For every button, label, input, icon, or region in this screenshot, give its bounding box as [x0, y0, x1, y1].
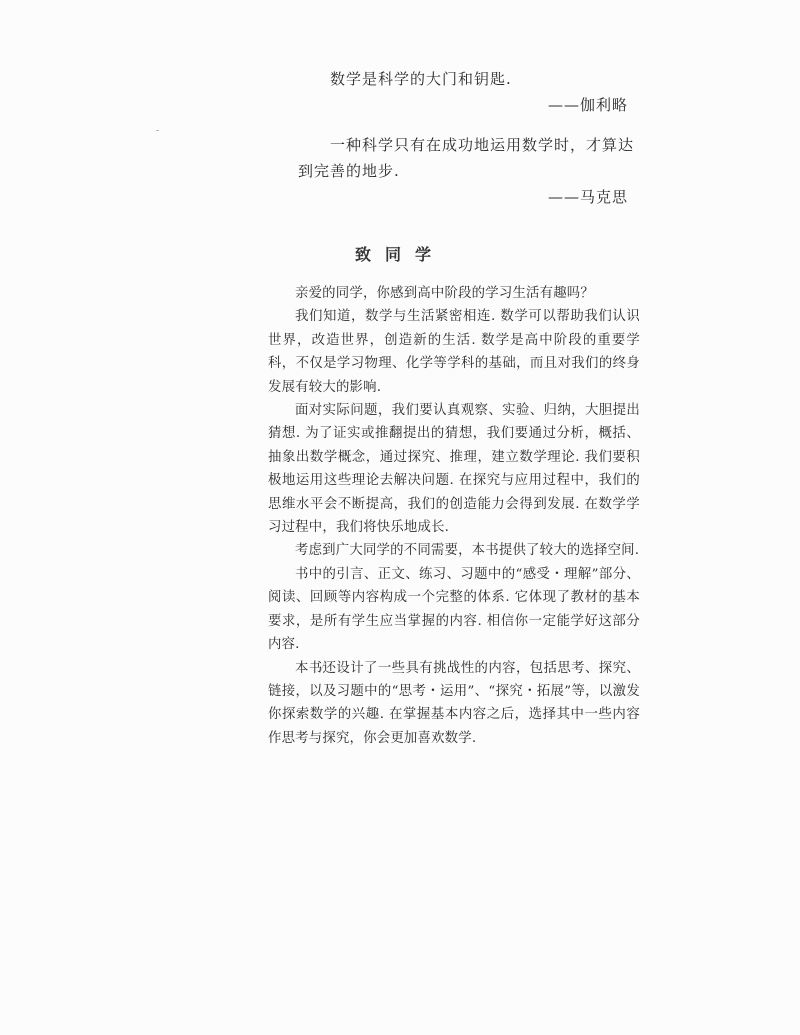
paragraph: 书中的引言、正文、练习、习题中的“感受・理解”部分、阅读、回顾等内容构成一个完整的体系. 它体现了教材的基本要求，是所有学生应当掌握的内容. 相信你一定能学好这部分内容.: [268, 566, 640, 653]
quote-text: 数学是科学的大门和钥匙.: [330, 70, 512, 88]
page-title: 致同学: [354, 245, 445, 264]
paragraph: 本书还设计了一些具有挑战性的内容，包括思考、探究、链接，以及习题中的“思考・运用”、“探究・拓展”等，以激发你探索数学的兴趣. 在掌握基本内容之后，选择其中一些内容作思考与探究，你会更加喜欢数学.: [268, 660, 640, 746]
paragraph: 我们知道，数学与生活紧密相连. 数学可以帮助我们认识世界，改造世界，创造新的生活. 数学是高中阶段的重要学科，不仅是学习物理、化学等学科的基础，而且对我们的终身发展有较大的影响.: [268, 309, 640, 395]
quote-author: ——马克思: [547, 188, 628, 206]
quote-text: 一种科学只有在成功地运用数学时，才算达到完善的地步.: [298, 136, 635, 180]
quote-author: ——伽利略: [547, 96, 628, 114]
paragraph: 考虑到广大同学的不同需要，本书提供了较大的选择空间.: [295, 543, 640, 559]
epigraph-marx: [298, 132, 638, 210]
paragraph: 面对实际问题，我们要认真观察、实验、归纳，大胆提出猜想. 为了证实或推翻提出的猜想，我们要通过分析，概括、抽象出数学概念，通过探究、推理，建立数学理论. 我们要积极地运用这些理论去解决问题. 在探究与应用过程中，我们的思维水平会不断提高，我们的创造能力会得到发展. 在数学学习过程中，我们将快乐地成长.: [268, 403, 640, 536]
letter-body: [268, 282, 640, 750]
epigraph-galileo: [298, 66, 638, 118]
paragraph: 亲爱的同学，你感到高中阶段的学习生活有趣吗？: [295, 286, 594, 301]
scan-speck: [156, 130, 159, 131]
